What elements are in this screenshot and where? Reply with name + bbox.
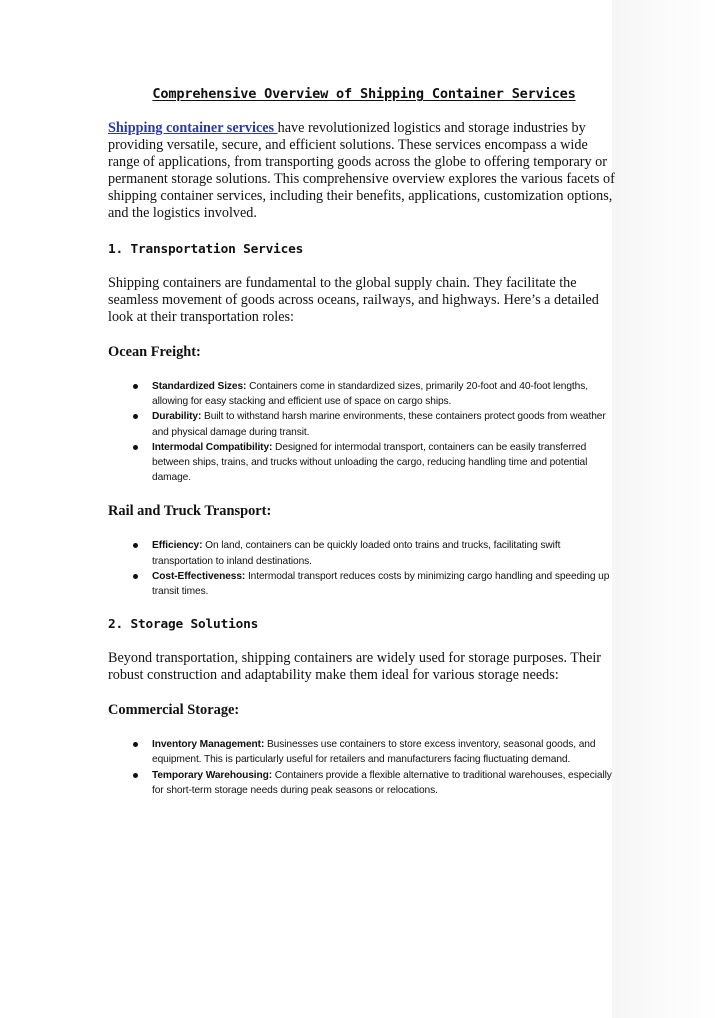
section-paragraph-transportation: Shipping containers are fundamental to the global supply chain. They facilitate the seamless movement of goods across oceans, railways, and highways. Here’s a detailed look at their transportation roles: xyxy=(108,275,599,325)
section-heading-transportation: 1. Transportation Services xyxy=(108,242,304,257)
list-item-text: Containers come in standardized sizes, primarily 20-foot and 40-foot lengths, allowing for easy stacking and efficient use of space on cargo ships. xyxy=(152,381,588,408)
list-item-text: Designed for intermodal transport, containers can be easily transferred between ships, trains, and trucks without unloading the cargo, reducing handling time and potential damage. xyxy=(152,441,588,484)
list-item-term: Intermodal Compatibility: xyxy=(152,441,273,453)
list-item xyxy=(152,440,618,486)
intro-text: have revolutionized logistics and storage industries by providing versatile, secure, and efficient solutions. These services encompass a wide range of applications, from transporting goods across the globe to offering temporary or permanent storage solutions. This comprehensive overview explores the various facets of shipping container services, including their benefits, applications, customization options, and the logistics involved. xyxy=(108,120,615,221)
subheading-commercial-storage: Commercial Storage: xyxy=(108,702,240,719)
section-paragraph-storage: Beyond transportation, shipping containers are widely used for storage purposes. Their robust construction and adaptability make them ideal for various storage needs: xyxy=(108,650,602,684)
bullet-icon xyxy=(133,414,138,419)
bullet-icon xyxy=(133,384,138,389)
bullet-icon xyxy=(133,445,138,450)
list-item-term: Durability: xyxy=(152,411,202,423)
subheading-rail-truck: Rail and Truck Transport: xyxy=(108,503,272,520)
list-item-term: Inventory Management: xyxy=(152,739,265,751)
bullet-icon xyxy=(133,742,138,747)
list-item xyxy=(152,768,618,798)
document-content xyxy=(108,86,618,816)
list-item xyxy=(152,569,618,599)
commercial-storage-list xyxy=(108,737,618,798)
list-item-text: Businesses use containers to store excess inventory, seasonal goods, and equipment. This is particularly useful for retailers and manufacturers facing fluctuating demand. xyxy=(152,739,596,766)
list-item-term: Temporary Warehousing: xyxy=(152,769,273,781)
list-item-text: Built to withstand harsh marine environments, these containers protect goods from weather and physical damage during transit. xyxy=(152,411,606,438)
list-item-text: On land, containers can be quickly loaded onto trains and trucks, facilitating swift transportation to inland destinations. xyxy=(152,540,561,567)
page-edge-shade xyxy=(612,0,719,1018)
bullet-icon xyxy=(133,543,138,548)
bullet-icon xyxy=(133,773,138,778)
list-item-text: Intermodal transport reduces costs by minimizing cargo handling and speeding up transit times. xyxy=(152,570,610,598)
bullet-icon xyxy=(133,574,138,579)
subheading-ocean-freight: Ocean Freight: xyxy=(108,344,201,360)
intro-paragraph xyxy=(108,120,618,222)
list-item xyxy=(152,737,618,767)
section-heading-storage: 2. Storage Solutions xyxy=(108,617,259,633)
list-item xyxy=(152,538,618,568)
document-title: Comprehensive Overview of Shipping Container Services xyxy=(152,86,576,102)
list-item-text: Containers provide a flexible alternative to traditional warehouses, especially for short-term storage needs during peak seasons or relocations. xyxy=(152,769,612,796)
ocean-freight-list xyxy=(108,379,618,485)
list-item-term: Cost-Effectiveness: xyxy=(152,570,246,582)
list-item-term: Efficiency: xyxy=(152,540,203,552)
list-item xyxy=(152,409,618,439)
list-item xyxy=(152,379,618,409)
rail-truck-list xyxy=(108,538,618,599)
list-item-term: Standardized Sizes: xyxy=(152,381,247,392)
shipping-container-services-link[interactable]: Shipping container services xyxy=(108,120,278,136)
